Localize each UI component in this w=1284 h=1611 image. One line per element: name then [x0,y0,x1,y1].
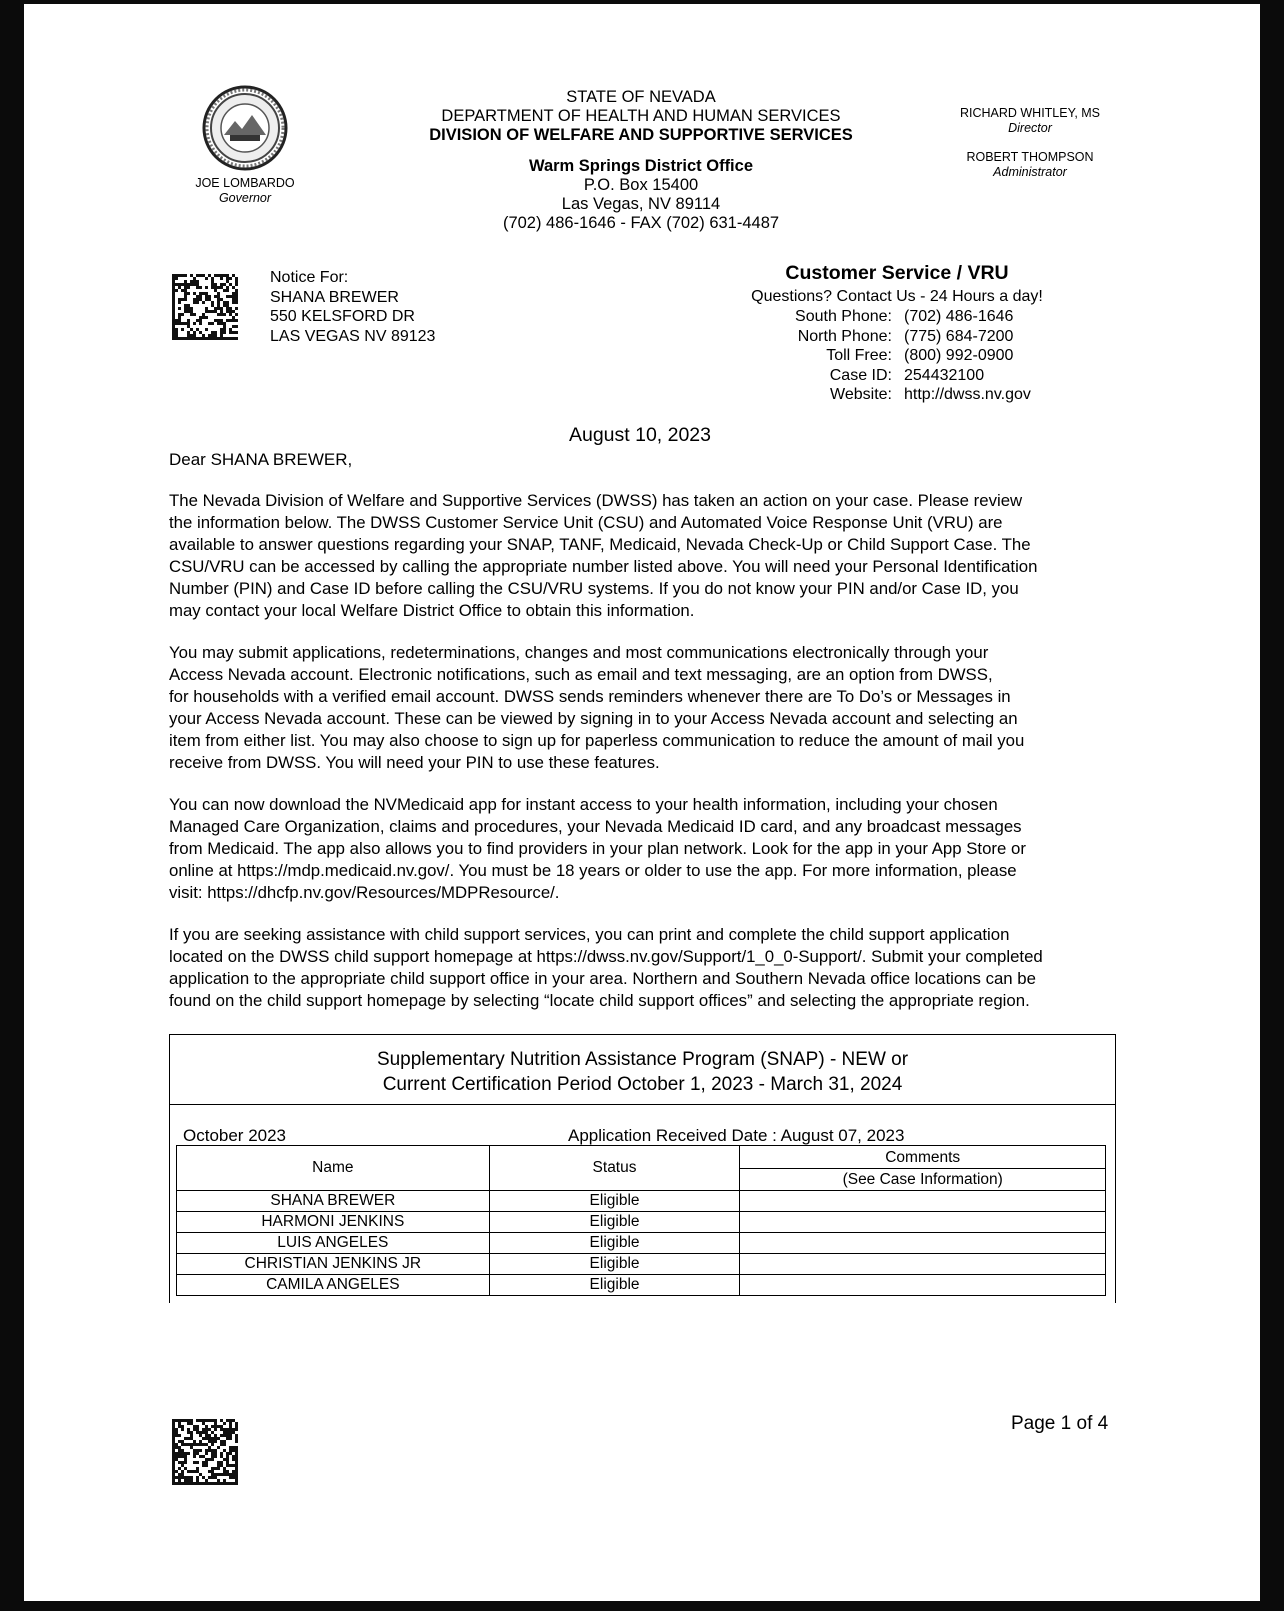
snap-month: October 2023 [183,1126,287,1145]
administrator-title: Administrator [993,165,1067,179]
department-heading: DEPARTMENT OF HEALTH AND HUMAN SERVICES [441,107,841,125]
nevada-state-seal-icon [202,85,288,171]
table-row: CHRISTIAN JENKINS JR Eligible [177,1254,1106,1275]
recipient-name: SHANA BREWER [270,288,399,306]
office-phone-fax: (702) 486-1646 - FAX (702) 631-4487 [502,214,780,232]
2d-barcode-icon [172,274,238,340]
office-name: Warm Springs District Office [528,157,753,175]
table-row: HARMONI JENKINS Eligible [177,1212,1106,1233]
governor-title: Governor [218,191,272,205]
table-row: CAMILA ANGELES Eligible [177,1275,1106,1296]
director-name: RICHARD WHITLEY, MS [959,106,1101,120]
paragraph-1: The Nevada Division of Welfare and Supportive Services (DWSS) has taken an action on your case. Please review the information below. The DWSS Customer Service Unit (CSU) and Automated Voice Response Unit (VRU) are available to answer questions regarding your SNAP, TANF, Medicaid, Nevada Check-Up or Child Support Case. The CSU/VRU can be accessed by calling the appropriate number listed above. You will need your Personal Identification Number (PIN) and Case ID before calling the CSU/VRU systems. If you do not know your PIN and/or Case ID, you may contact your local Welfare District Office to obtain this information. [169,491,1038,620]
salutation: Dear SHANA BREWER, [169,450,353,469]
application-received-date: Application Received Date : August 07, 2023 [568,1126,905,1145]
2d-barcode-icon [172,1419,238,1485]
customer-service-title: Customer Service / VRU [785,262,1009,284]
office-city: Las Vegas, NV 89114 [561,195,721,213]
page-number: Page 1 of 4 [1011,1413,1109,1434]
letter-page [24,4,1260,1601]
paragraph-4: If you are seeking assistance with child support services, you can print and complete the child support application located on the DWSS child support homepage at https://dwss.nv.gov/Support/1_0_0-Support/. Submit your completed application to the appropriate child support office in your area. Northern and Southern Nevada office locations can be found on the child support homepage by selecting “locate child support offices” and selecting the appropriate region. [169,925,1043,1010]
administrator-name: ROBERT THOMPSON [966,150,1094,164]
column-comments-header: Comments (See Case Information) [740,1146,1106,1191]
division-heading: DIVISION OF WELFARE AND SUPPORTIVE SERVICES [429,126,853,144]
north-phone: (775) 684-7200 [904,327,1014,345]
governor-name: JOE LOMBARDO [195,176,295,190]
contact-row: Toll Free: (800) 992-0900 [826,347,1014,364]
recipient-city: LAS VEGAS NV 89123 [270,327,436,345]
snap-divider [170,1104,1115,1105]
toll-free-phone: (800) 992-0900 [904,347,1014,364]
snap-title: Supplementary Nutrition Assistance Program (SNAP) - NEW or Current Certification Period October 1, 2023 - March 31, 2024 [376,1049,909,1095]
office-po-box: P.O. Box 15400 [583,176,699,194]
recipient-street: 550 KELSFORD DR [270,308,415,325]
paragraph-3: You can now download the NVMedicaid app for instant access to your health information, including your chosen Managed Care Organization, claims and procedures, your Nevada Medicaid ID card, and any broadcast messages from Medicaid. The app also allows you to find providers in your plan network. Look for the app in your App Store or online at https://mdp.medicaid.nv.gov/. You must be 18 years or older to use the app. For more information, please visit: https://dhcfp.nv.gov/Resources/MDPResource/. [169,795,1026,902]
south-phone: (702) 486-1646 [904,308,1014,325]
letter-date: August 10, 2023 [568,424,712,446]
table-row: LUIS ANGELES Eligible [177,1233,1106,1254]
notice-for-label: Notice For: [270,269,349,286]
customer-service-subtitle: Questions? Contact Us - 24 Hours a day! [751,288,1043,305]
website-link[interactable]: http://dwss.nv.gov [904,386,1031,403]
eligibility-table [176,1145,1106,1296]
column-status-header: Status [489,1146,740,1191]
case-id: 254432100 [904,366,985,384]
state-heading: STATE OF NEVADA [566,88,716,106]
snap-section [169,1034,1116,1303]
table-row: SHANA BREWER Eligible [177,1191,1106,1212]
director-title: Director [1008,121,1052,135]
contact-table [742,307,1031,405]
contact-row: North Phone: (775) 684-7200 [797,327,1014,345]
paragraph-2: You may submit applications, redeterminations, changes and most communications electronically through your Access Nevada account. Electronic notifications, such as email and text messaging, are an option from DWSS, for households with a verified email account. DWSS sends reminders whenever there are To Do’s or Messages in your Access Nevada account. These can be viewed by signing in to your Access Nevada account and selecting an item from either list. You may also choose to sign up for paperless communication to reduce the amount of mail you receive from DWSS. You will need your PIN to use these features. [169,643,1025,772]
contact-row: Case ID: 254432100 [829,366,985,384]
contact-row: Website: http://dwss.nv.gov [830,386,1031,403]
contact-row: South Phone: (702) 486-1646 [795,308,1014,325]
column-name-header: Name [177,1146,490,1191]
